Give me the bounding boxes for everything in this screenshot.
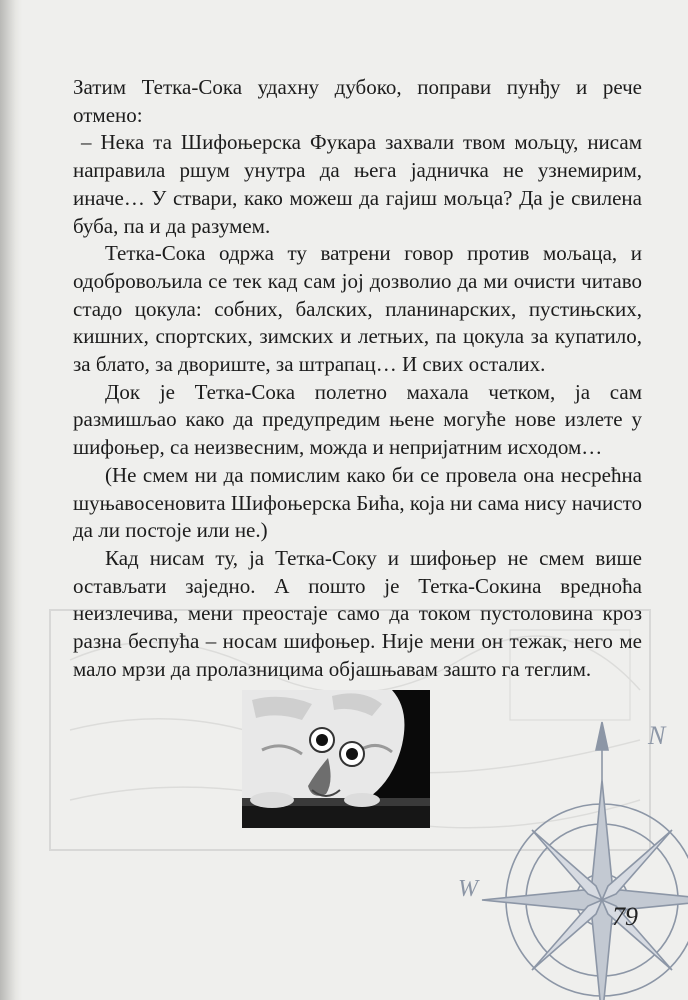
paragraph: Док је Тетка-Сока полетно махала четком, ја сам размишљао како да предупредим њене могуће нове излете у шифоњер, са неизвесним, можда и непријатним исходом… bbox=[73, 379, 642, 460]
page-gutter-shadow bbox=[0, 0, 22, 1000]
page-number: 79 bbox=[612, 902, 638, 931]
compass-rose-decoration bbox=[452, 700, 688, 1000]
compass-west-letter: W bbox=[458, 876, 478, 902]
paragraph: Затим Тетка-Сока удахну дубоко, поправи пунђу и рече отмено: bbox=[73, 75, 642, 127]
paragraph: Кад нисам ту, ја Тетка-Соку и шифоњер не смем више остављати заједно. А пошто је Тетка-Сокина вредноћа неизлечива, мени преостаје само да током пустоловина кроз разна беспућа – носам шифоњер. Није мени он тежак, него ме мало мрзи да пролазницима објашњавам зашто га теглим. bbox=[73, 545, 642, 681]
body-text bbox=[73, 74, 642, 683]
compass-north-letter: N bbox=[648, 721, 666, 750]
cat-photo bbox=[242, 690, 430, 828]
paragraph: – Нека та Шифоњерска Фукара захвали твом мољцу, нисам направила ршум унутра да њега јадничка не узнемирим, иначе… У ствари, како можеш да гајиш мољца? Да је свилена буба, па и да разумем. bbox=[73, 130, 642, 238]
cat-illustration bbox=[242, 690, 430, 828]
paragraph: Тетка-Сока одржа ту ватрени говор против мољаца, и одобровољила се тек кад сам јој дозволио да ми очисти читаво стадо цокула: собних, балских, планинарских, пустињских, кишних, спортских, зимских и летњих, па цокула за купатило, за блато, за двориште, за штрапац… И свих осталих. bbox=[73, 241, 642, 377]
paragraph: (Не смем ни да помислим како би се провела она несрећна шуњавосеновита Шифоњерска Бића, која ни сама нису начисто да ли постоје или не.) bbox=[73, 462, 642, 543]
